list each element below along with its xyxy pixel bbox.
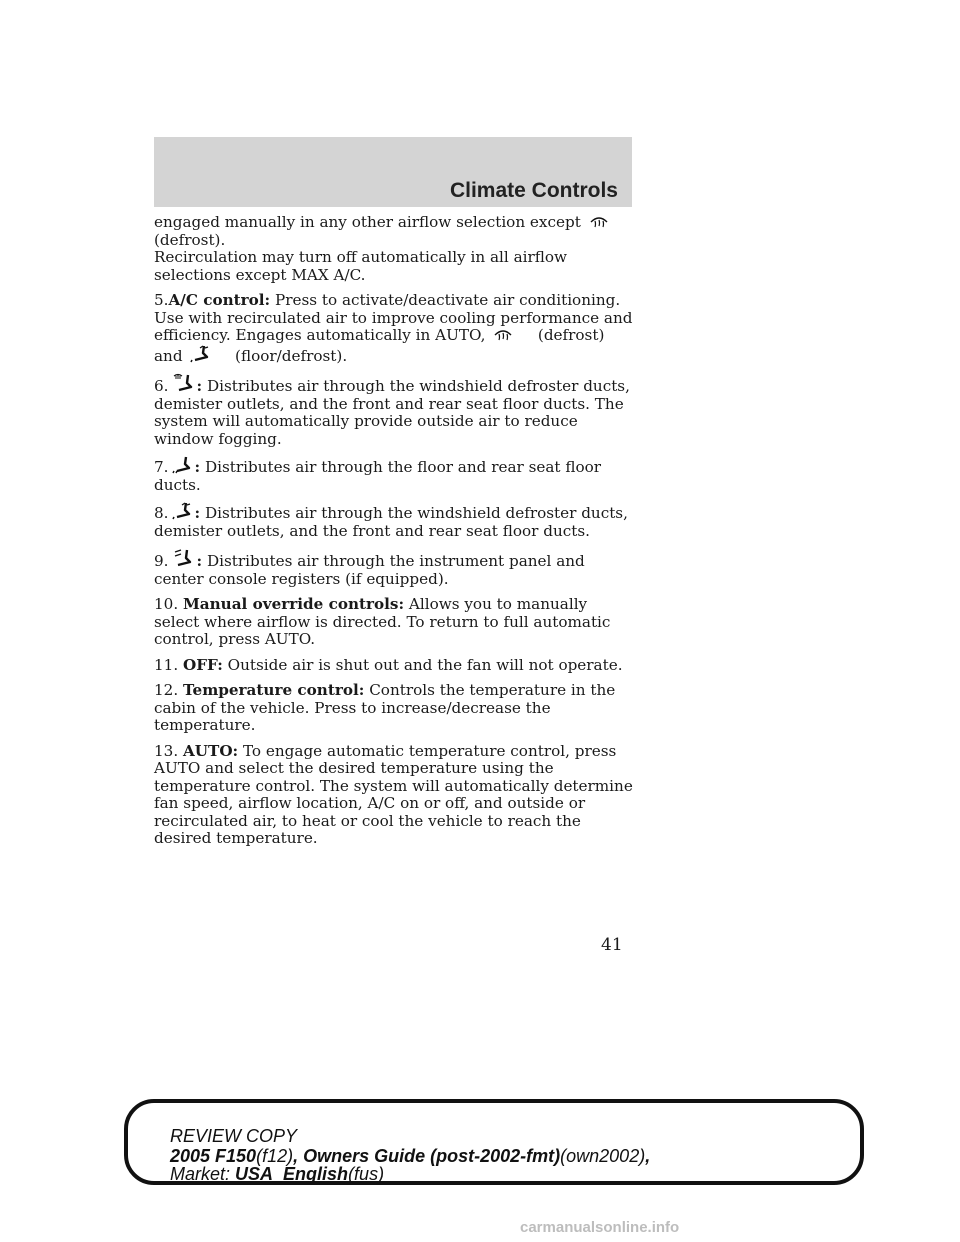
page-number: 41 [601, 935, 623, 955]
intro-paragraph [154, 214, 636, 284]
item-term: : [194, 458, 201, 476]
defrost-icon [589, 215, 609, 229]
item-text: Distributes air through the floor and rear seat floor ducts. [154, 458, 602, 494]
item-number: 13. [154, 741, 179, 760]
item-term: AUTO: [182, 741, 239, 760]
item-term: OFF: [182, 655, 223, 674]
item-text: Distributes air through the windshield defroster ducts, demister outlets, and the front and rear seat floor ducts. [154, 504, 628, 540]
document-id-line: 2005 F150(f12), Owners Guide (post-2002-fmt)(own2002), [170, 1146, 651, 1166]
item-number: 9. [154, 552, 169, 570]
panel-vent-icon [172, 548, 194, 568]
document-body [154, 214, 636, 856]
watermark: carmanualsonline.info [520, 1219, 680, 1236]
item-number: 10. [154, 595, 179, 613]
intro-text-defrost: (defrost). [154, 230, 226, 249]
item-number: 5. [154, 291, 169, 309]
list-item [154, 682, 636, 735]
item-number: 7. [154, 458, 169, 476]
list-item [154, 292, 636, 365]
defrost-floor-icon [172, 373, 194, 393]
section-title: Climate Controls [449, 179, 618, 202]
review-copy-label: REVIEW COPY [170, 1126, 298, 1146]
list-item [154, 548, 636, 588]
floor-defrost-icon [190, 345, 210, 363]
review-copy-box [124, 1099, 864, 1185]
item-text: (floor/defrost). [235, 346, 348, 365]
list-item [154, 456, 636, 494]
item-text: Outside air is shut out and the fan will not operate. [227, 655, 623, 674]
item-text: Distributes air through the windshield defroster ducts, demister outlets, and the front and rear seat floor ducts. The system will automatically provide outside air to reduce window fogging. [154, 377, 630, 448]
item-term: : [196, 377, 203, 395]
item-number: 12. [154, 681, 179, 699]
item-term: Manual override controls: [182, 595, 405, 613]
item-text: Controls the temperature in the cabin of the vehicle. Press to increase/decrease the temperature. [154, 681, 616, 734]
item-number: 11. [154, 655, 179, 674]
floor-icon [172, 456, 192, 474]
item-term: : [196, 552, 203, 570]
intro-text: engaged manually in any other airflow selection except [154, 213, 581, 231]
item-text: Distributes air through the instrument panel and center console registers (if equipped). [154, 552, 585, 588]
list-item [154, 657, 636, 675]
item-number: 6. [154, 377, 169, 395]
item-number: 8. [154, 504, 169, 522]
list-item [154, 743, 636, 848]
floor-defrost-icon [172, 502, 192, 520]
item-term: Temperature control: [182, 681, 365, 699]
intro-text-recirculation: Recirculation may turn off automatically in all airflow selections except MAX A/C. [154, 248, 568, 284]
market-line: Market: USA_English(fus) [170, 1164, 385, 1184]
defrost-icon [493, 328, 513, 342]
item-text: To engage automatic temperature control, press AUTO and select the desired temperature using the temperature control. The system will automatically determine fan speed, airflow location, A/C on or off, and outside or recirculated air, to heat or cool the vehicle to reach the desired temperature. [154, 741, 633, 847]
item-text: (defrost) and [154, 326, 605, 365]
item-text: Press to activate/deactivate air conditioning. Use with recirculated air to improve cooling performance and efficiency. Engages automatically in AUTO, [154, 291, 633, 344]
item-text: Allows you to manually select where airflow is directed. To return to full automatic control, press AUTO. [154, 595, 611, 648]
item-term: : [194, 504, 201, 522]
list-item [154, 373, 636, 448]
list-item [154, 502, 636, 540]
list-item [154, 596, 636, 649]
item-term: A/C control: [168, 291, 271, 309]
section-header [154, 137, 632, 207]
